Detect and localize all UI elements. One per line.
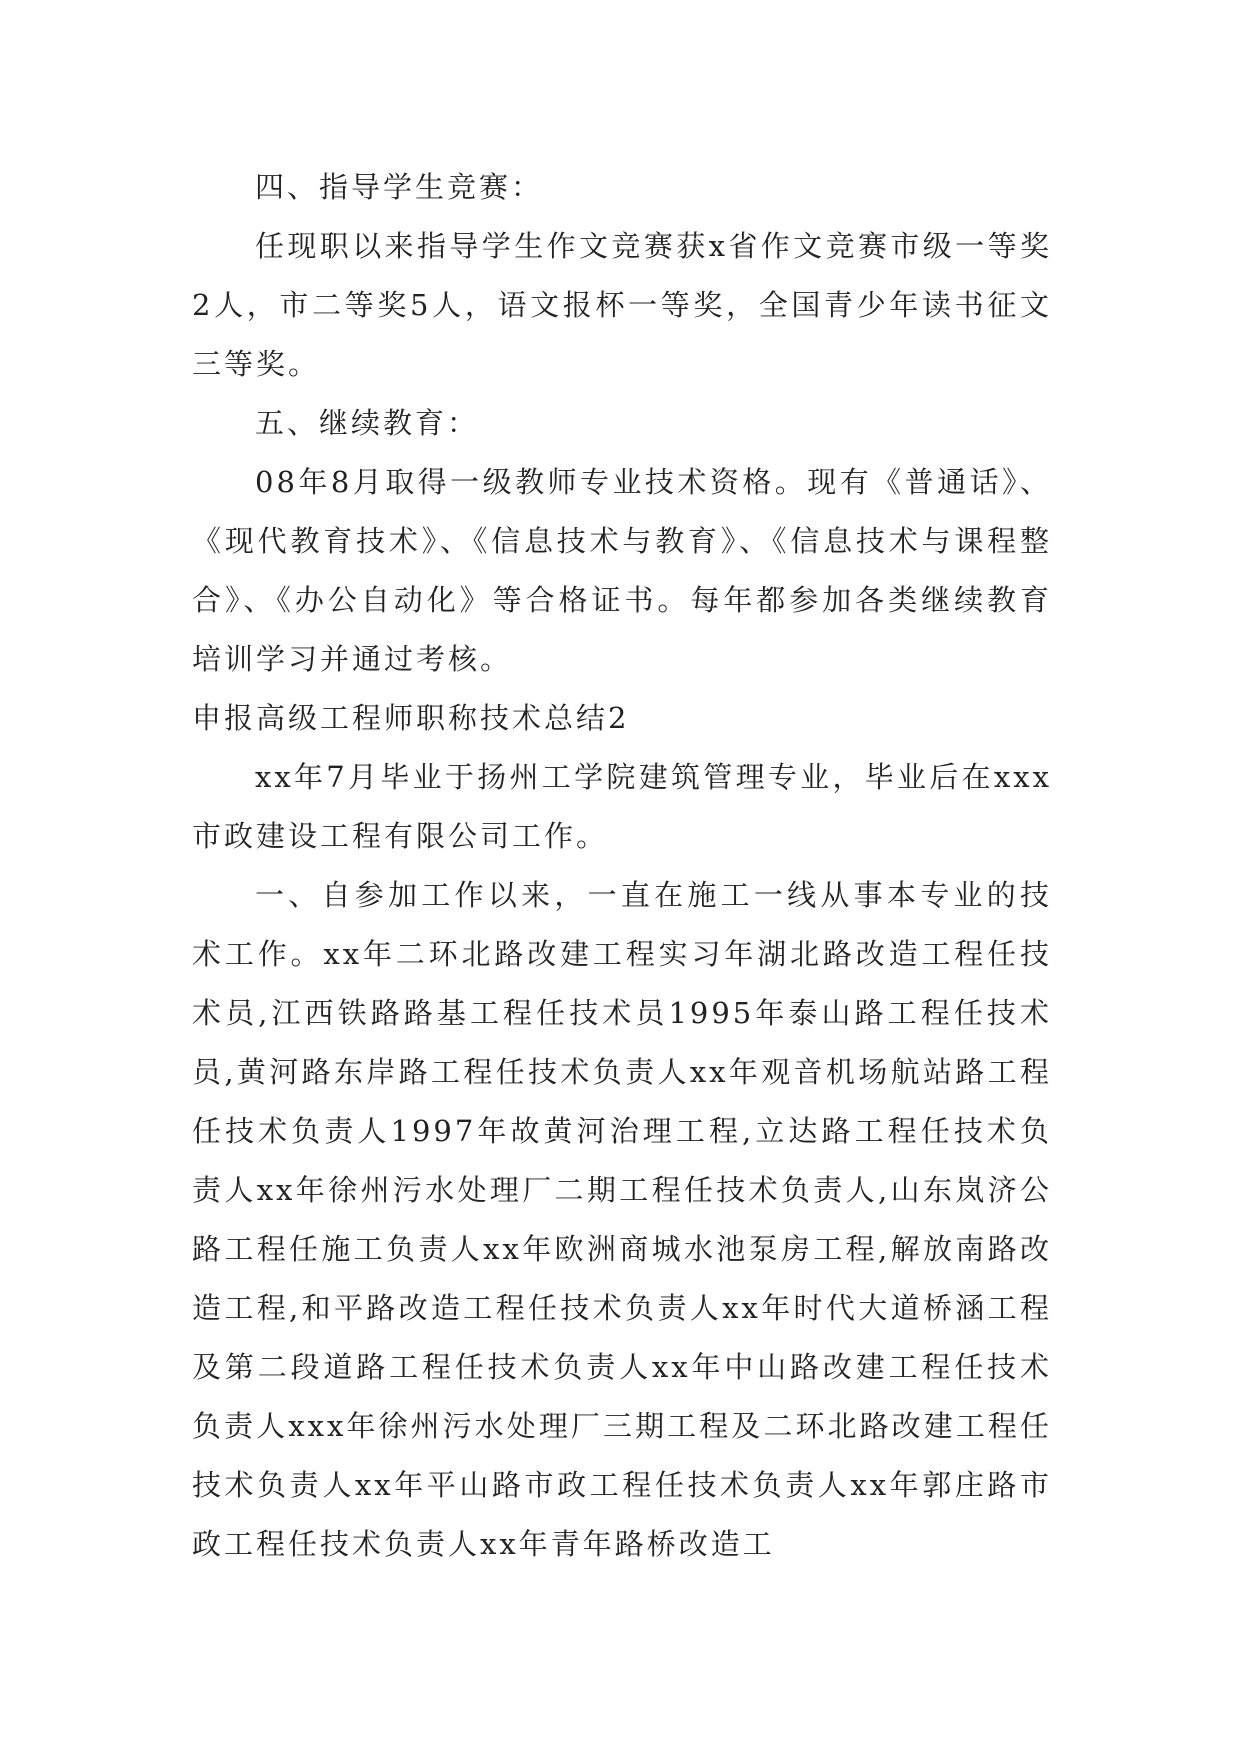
paragraph-intro: xx年7月毕业于扬州工学院建筑管理专业，毕业后在xxx市政建设工程有限公司工作。 bbox=[192, 760, 1052, 853]
article-title: 申报高级工程师职称技术总结2 bbox=[192, 701, 630, 735]
document-body bbox=[192, 158, 1052, 1574]
paragraph-work-history: 一、自参加工作以来，一直在施工一线从事本专业的技术工作。xx年二环北路改建工程实习年湖北路改造工程任技术员,江西铁路路基工程任技术员1995年泰山路工程任技术员,黄河路东岸路工程任技术负责人xx年观音机场航站路工程任技术负责人1997年故黄河治理工程,立达路工程任技术负责人xx年徐州污水处理厂二期工程任技术负责人,山东岚济公路工程任施工负责人xx年欧洲商城水池泵房工程,解放南路改造工程,和平路改造工程任技术负责人xx年时代大道桥涵工程及第二段道路工程任技术负责人xx年中山路改建工程任技术负责人xxx年徐州污水处理厂三期工程及二环北路改建工程任技术负责人xx年平山路市政工程任技术负责人xx年郭庄路市政工程任技术负责人xx年青年路桥改造工 bbox=[192, 878, 1052, 1561]
paragraph-competition: 任现职以来指导学生作文竞赛获x省作文竞赛市级一等奖2人，市二等奖5人，语文报杯一等奖，全国青少年读书征文三等奖。 bbox=[192, 229, 1052, 381]
section-heading-competition: 四、指导学生竞赛： bbox=[255, 170, 544, 204]
section-heading-education: 五、继续教育： bbox=[255, 406, 480, 440]
paragraph-education: 08年8月取得一级教师专业技术资格。现有《普通话》、《现代教育技术》、《信息技术与教育》、《信息技术与课程整合》、《办公自动化》等合格证书。每年都参加各类继续教育培训学习并通过考核。 bbox=[192, 465, 1052, 676]
